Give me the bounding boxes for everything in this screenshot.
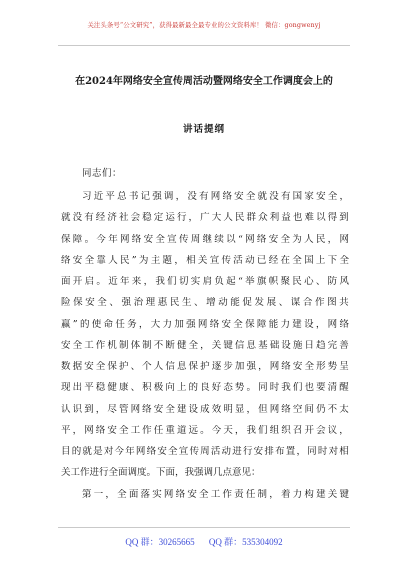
body-line: 面 开 启 。 近 年 来 ， 我 们 切 实 肩 负 起 “ 举 旗 帜 聚 民 心 、 防 风 (61, 276, 349, 287)
footer-qq-group-2: QQ 群：535304092 (208, 537, 283, 547)
body-line: 险 保 安 全 、 强 治 理 惠 民 生 、 增 动 能 促 发 展 、 谋 合 作 图 共 (61, 297, 349, 309)
body-line: 保 障 。 今 年 网 络 安 全 宣 传 周 继 续 以 “ 网 络 安 全 为 人 民 ， 网 (61, 233, 349, 245)
body-line: 平 ， 网 络 安 全 工 作 任 重 道 远 。 今 天 ， 我 们 组 织 召 开 会 议 ， (61, 424, 349, 436)
header-banner: 关注头条号“公文研究”，获得最新最全最专业的公文资料库！ 微信：gongwenyj (87, 21, 321, 29)
body-line: 认 识 到 ， 尽 管 网 络 安 全 建 设 成 效 明 显 ， 但 网 络 空 间 仍 不 太 (61, 403, 349, 415)
document-subtitle: 讲话提纲 (182, 124, 225, 135)
body-line: 数 据 安 全 保 护 、 个 人 信 息 保 护 逐 步 加 强 ， 网 络 安 全 形 势 呈 (61, 361, 349, 372)
body-line: 赢 ” 的 使 命 任 务 ， 大 力 加 强 网 络 安 全 保 障 能 力 建 设 ， 网 络 (61, 318, 349, 330)
body-line: 现 出 平 稳 健 康 、 积 极 向 上 的 良 好 态 势 。 同 时 我 们 也 要 清 醒 (61, 382, 349, 394)
document-title: 在2024年网络安全宣传周活动暨网络安全工作调度会上的 (75, 76, 333, 87)
body-line: 目 的 就 是 对 今 年 网 络 安 全 宣 传 周 活 动 进 行 安 排 布 置 ， 同 时 对 相 (61, 446, 349, 457)
body-text (61, 191, 349, 510)
salutation: 同志们： (82, 168, 123, 179)
body-line: 关工作进行全面调度。下面，我强调几点意见： (61, 467, 261, 479)
header-divider (58, 45, 350, 46)
body-line: 就 没 有 经 济 社 会 稳 定 运 行 ， 广 大 人 民 群 众 利 益 也 难 以 得 到 (61, 212, 349, 224)
footer-qq-group-1: QQ 群：30265665 (125, 537, 195, 547)
body-line: 第 一 ， 全 面 落 实 网 络 安 全 工 作 责 任 制 ， 着 力 构 建 关 键 (82, 488, 349, 500)
body-line: 安 全 工 作 机 制 体 制 不 断 健 全 ， 关 键 信 息 基 础 设 施 日 趋 完 善 (61, 339, 349, 351)
body-line: 络 安 全 靠 人 民 ” 为 主 题 ， 相 关 宣 传 活 动 已 经 在 全 国 上 下 全 (61, 254, 349, 266)
body-line: 习 近 平 总 书 记 强 调 ， 没 有 网 络 安 全 就 没 有 国 家 安 全 ， (82, 191, 349, 202)
footer-divider (58, 527, 350, 528)
footer-contact (0, 535, 408, 548)
